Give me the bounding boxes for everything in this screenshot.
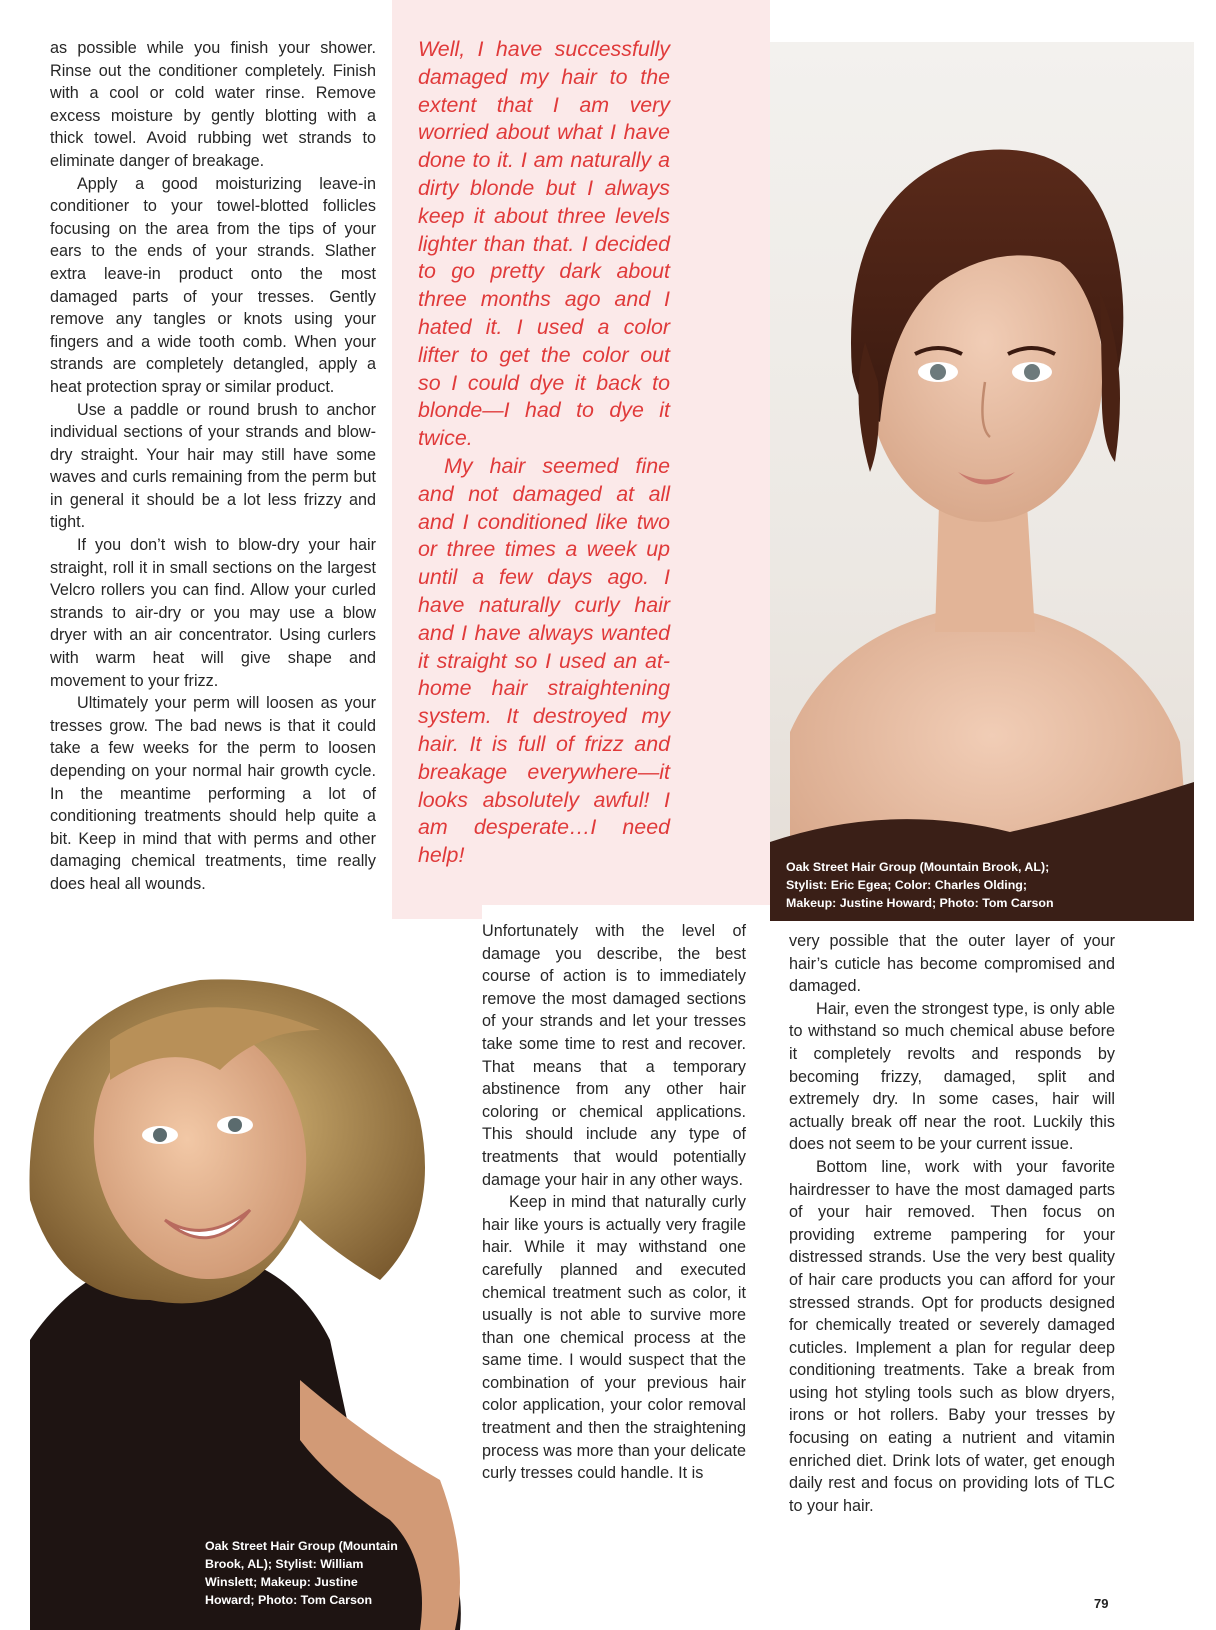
reader-question [418,36,670,870]
right-column [789,930,1115,1517]
credit-bottom-line-4: Howard; Photo: Tom Carson [205,1593,373,1607]
middle-paragraph-2: Keep in mind that naturally curly hair like yours is actually very fragile hair. While it may withstand one carefully planned and executed chemical treatment such as color, it usually is not able to survive more than one chemical process at the same time. I would suspect that the combination of your previous hair color application, your color removal treatment and then the straightening process was more than your delicate curly tresses could handle. It is [482,1193,746,1483]
left-column [50,37,376,896]
credit-bottom-line-2: Brook, AL); Stylist: William [205,1557,364,1571]
photo-credit-bottom [205,1537,445,1609]
credit-bottom-line-3: Winslett; Makeup: Justine [205,1575,358,1589]
question-panel-tail [392,905,482,919]
model-photo-short-hair [770,42,1194,921]
left-paragraph-1: as possible while you finish your shower. Rinse out the conditioner completely. Finish with a cool or cold water rinse. Remove excess moisture by gently blotting with a thick towel. Avoid rubbing wet strands to eliminate danger of breakage. [50,39,376,170]
question-paragraph-1: Well, I have successfully damaged my hair to the extent that I am very worried about what I have done to it. I am naturally a dirty blonde but I always keep it about three levels lighter than that. I decided to go pretty dark about three months ago and I hated it. I used a color lifter to get the color out so I could dye it back to blonde—I had to dye it twice. [418,37,670,451]
question-paragraph-2: My hair seemed fine and not damaged at all and I conditioned like two or three times a week up until a few days ago. I have naturally curly hair and I have always wanted it straight so I used an at-home hair straightening system. It destroyed my hair. It is full of frizz and breakage everywhere—it looks absolutely awful! I am desperate…I need help! [418,453,670,868]
model-photo-wavy-hair [0,920,474,1630]
credit-top-line-1: Oak Street Hair Group (Mountain Brook, AL); [786,860,1050,874]
credit-top-line-2: Stylist: Eric Egea; Color: Charles Olding; [786,878,1027,892]
credit-top-line-3: Makeup: Justine Howard; Photo: Tom Carson [786,896,1054,910]
left-paragraph-4: If you don’t wish to blow-dry your hair straight, roll it in small sections on the largest Velcro rollers you can find. Allow your curled strands to air-dry or you may use a blow dryer with an air concentrator. Using curlers with warm heat will give shape and movement to your frizz. [50,536,376,690]
model-portrait-illustration [770,42,1194,921]
photo-credit-top [786,858,1106,912]
right-paragraph-2: Hair, even the strongest type, is only able to withstand so much chemical abuse before it completely revolts and responds by becoming frizzy, damaged, split and extremely dry. In some cases, hair will actually break off near the root. Luckily this does not seem to be your current issue. [789,999,1115,1154]
left-paragraph-2: Apply a good moisturizing leave-in conditioner to your towel-blotted follicles focusing on the area from the tips of your ears to the ends of your strands. Slather extra leave-in product onto the most damaged parts of your tresses. Gently remove any tangles or knots using your fingers and a wide tooth comb. When your strands are completely detangled, apply a heat protection spray or similar product. [50,174,376,396]
credit-bottom-line-1: Oak Street Hair Group (Mountain [205,1539,398,1553]
middle-paragraph-1: Unfortunately with the level of damage you describe, the best course of action is to immediately remove the most damaged sections of your strands and let your tresses take some time to rest and recover. That means that a temporary abstinence from any other hair coloring or chemical applications. This should include any type of treatments that would potentially damage your hair in any other ways. [482,922,746,1189]
right-paragraph-1: very possible that the outer layer of your hair’s cuticle has become compromised and damaged. [789,932,1115,996]
middle-column [482,920,746,1485]
right-paragraph-3: Bottom line, work with your favorite hairdresser to have the most damaged parts of your hair removed. Then focus on providing extreme pampering for your distressed strands. Use the very best quality of hair care products you can afford for your stressed strands. Opt for products designed for chemically treated or severely damaged cuticles. Implement a plan for regular deep conditioning treatments. Take a break from using hot styling tools such as blow dryers, irons or hot rollers. Baby your tresses by focusing on eating a nutrient and vitamin enriched diet. Drink lots of water, get enough daily rest and focus on providing lots of TLC to your hair. [789,1157,1115,1515]
left-paragraph-5: Ultimately your perm will loosen as your tresses grow. The bad news is that it could take a few weeks for the perm to loosen depending on your normal hair growth cycle. In the meantime performing a lot of conditioning treatments should help quite a bit. Keep in mind that with perms and other damaging chemical treatments, time really does heal all wounds. [50,694,376,893]
page-number: 79 [1094,1596,1109,1611]
model-portrait-illustration-2 [0,920,474,1630]
left-paragraph-3: Use a paddle or round brush to anchor individual sections of your strands and blow-dry straight. Your hair may still have some waves and curls remaining from the perm but in general it should be a lot less frizzy and tight. [50,400,376,532]
